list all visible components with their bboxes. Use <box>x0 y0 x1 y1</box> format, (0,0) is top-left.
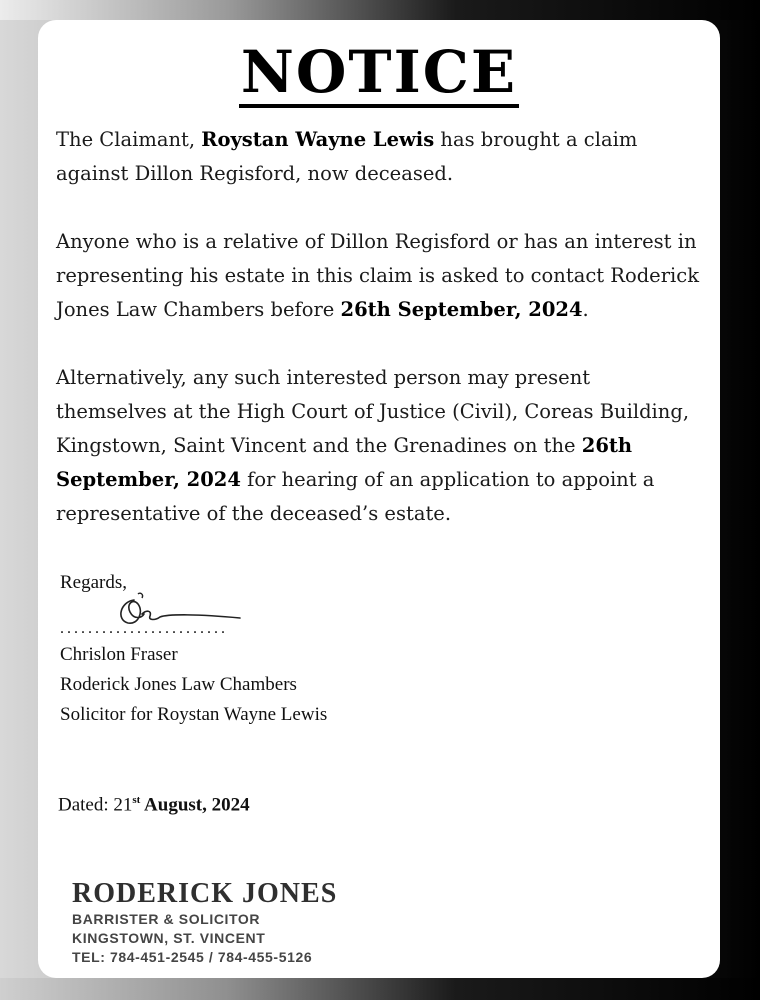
page-frame-bottom <box>0 978 760 1000</box>
notice-title: NOTICE <box>240 38 518 106</box>
deadline-date: 26th September, 2024 <box>340 298 583 321</box>
signature-block <box>60 568 327 730</box>
paragraph-claim: The Claimant, Roystan Wayne Lewis has brought a claim against Dillon Regisford, now deceased. <box>56 128 638 185</box>
signature-area <box>60 598 327 640</box>
firm-stamp <box>72 878 337 967</box>
stamp-title: BARRISTER & SOLICITOR <box>72 911 261 927</box>
signature-dots: ........................ <box>60 620 228 637</box>
handwritten-signature <box>108 590 258 636</box>
signer-role: Solicitor for Roystan Wayne Lewis <box>60 704 328 725</box>
claimant-name: Roystan Wayne Lewis <box>201 128 435 151</box>
regards-text: Regards, <box>60 572 128 593</box>
signer-name: Chrislon Fraser <box>60 644 178 665</box>
stamp-phone: TEL: 784-451-2545 / 784-455-5126 <box>72 949 313 965</box>
hearing-date: 26th September, 2024 <box>56 434 633 491</box>
paragraph-hearing: Alternatively, any such interested person may present themselves at the High Court of Justice (Civil), Coreas Building, Kingstown, Saint Vincent and the Grenadines on the 26th September, 2024 for hearing of an application to appoint a representative of the deceased’s estate. <box>56 366 690 525</box>
paragraph-contact: Anyone who is a relative of Dillon Regisford or has an interest in representing his estate in this claim is asked to contact Roderick Jones Law Chambers before 26th September, 2024. <box>56 230 700 321</box>
dated-line: Dated: 21st August, 2024 <box>58 794 250 816</box>
page-frame-top <box>0 0 760 20</box>
stamp-location: KINGSTOWN, ST. VINCENT <box>72 930 266 946</box>
signer-firm: Roderick Jones Law Chambers <box>60 674 297 695</box>
stamp-firm-name: RODERICK JONES <box>72 878 338 909</box>
notice-card <box>38 20 720 978</box>
